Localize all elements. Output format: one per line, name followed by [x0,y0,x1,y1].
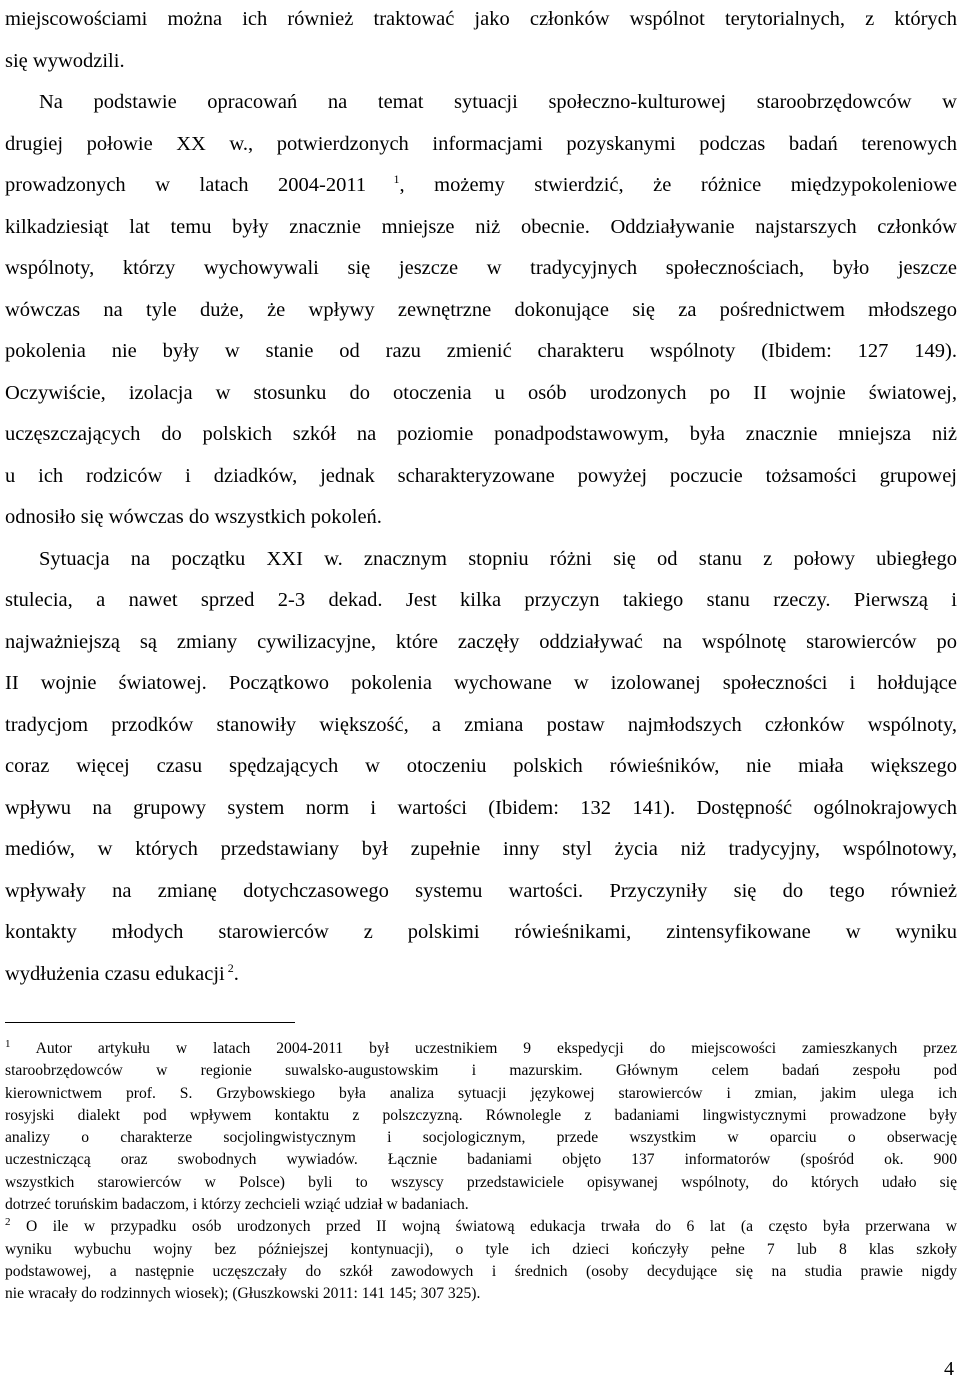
footnote-text: analizy o charakterze socjolingwistycznym i socjologicznym, przede wszystkim w oparciu o obserwację [5,1129,957,1147]
body-line [5,414,957,456]
body-line [5,456,957,498]
footnote-reference: 2 [224,960,234,975]
body-line [5,912,957,954]
footnote-line [5,1283,957,1305]
footnote-reference: 1 [366,172,400,187]
line-text-after: , możemy stwierdzić, że różnice międzypokoleniowe [399,174,957,196]
footnotes [5,1038,957,1306]
footnote-number: 1 [5,1037,11,1050]
footnote-line [5,1194,957,1216]
body-line [5,788,957,830]
line-text: odnosiło się wówczas do wszystkich pokoleń. [5,506,382,528]
line-text-after: . [233,962,239,985]
body-line [5,0,957,41]
footnote-number: 2 [5,1216,11,1229]
footnote-separator [5,1022,295,1023]
footnote-line [5,1083,957,1105]
footnote-text: nie wracały do rodzinnych wiosek); (Głuszkowski 2011: 141 145; 307 325). [5,1285,481,1303]
line-text: coraz więcej czasu spędzających w otoczeniu polskich rówieśników, nie miała większego [5,755,957,777]
body-line [5,248,957,290]
line-text: pokolenia nie były w stanie od razu zmienić charakteru wspólnoty (Ibidem: 127 149). [5,340,957,362]
line-text: kontakty młodych starowierców z polskimi rówieśnikami, zintensyfikowane w wyniku [5,921,957,943]
line-text: wpływały na zmianę dotychczasowego systemu wartości. Przyczyniły się do tego również [5,879,957,902]
line-text: wspólnoty, którzy wychowywali się jeszcze w tradycyjnych społecznościach, było jeszcze [5,257,957,279]
body-line [5,82,957,124]
footnote-text: O ile w przypadku osób urodzonych przed II wojną światową edukacja trwała do 6 lat (a często była przerwana w [10,1218,957,1236]
page-number: 4 [944,1358,954,1380]
body-line [5,290,957,332]
line-text: miejscowościami można ich również traktować jako członków wspólnot terytorialnych, z których [5,8,957,30]
body-line [5,41,957,83]
footnote-line [5,1216,957,1238]
line-text: u ich rodziców i dziadków, jednak scharakteryzowane powyżej poczucie tożsamości grupowej [5,464,957,487]
footnote-text: kierownictwem prof. S. Grzybowskiego była analiza sytuacji językowej starowierców i zmian, jakim ulega ich [5,1084,957,1102]
footnote-line [5,1038,957,1060]
footnote-text: staroobrzędowców w regionie suwalsko-augustowskim i mazurskim. Głównym celem badań zespołu pod [5,1062,957,1080]
body-line [5,124,957,166]
footnote-line [5,1105,957,1127]
footnote-text: wszystkich starowierców w Polsce) byli to wszyscy przedstawiciele opisywanej wspólnoty, do których udało się [5,1173,957,1191]
line-text: Na podstawie opracowań na temat sytuacji społeczno-kulturowej staroobrzędowców w [39,91,957,113]
line-text: najważniejszą są zmiany cywilizacyjne, które zaczęły oddziaływać na wspólnotę starowierców po [5,630,957,653]
line-text: drugiej połowie XX w., potwierdzonych informacjami pozyskanymi podczas badań terenowych [5,132,957,155]
footnote-text: rosyjski dialekt pod wpływem kontaktu z polszczyzną. Równolegle z badaniami lingwistycznymi prowadzone były [5,1106,957,1124]
body-line [5,580,957,622]
body-line [5,497,957,539]
footnote-line [5,1060,957,1082]
footnote-line [5,1261,957,1283]
footnote-text: wyniku wybuchu wojny bez późniejszej kontynuacji), o tyle ich dzieci kończyły pełne 7 lub 8 klas szkoły [5,1240,957,1258]
line-text: II wojnie światowej. Początkowo pokolenia wychowane w izolowanej społeczności i hołdujące [5,672,957,694]
line-text: uczęszczających do polskich szkół na poziomie ponadpodstawowym, była znacznie mniejsza niż [5,423,957,445]
footnote-text: uczestniczącą oraz swobodnych wywiadów. Łącznie badaniami objęto 137 informatorów (spośród ok. 900 [5,1151,957,1169]
line-text: prowadzonych w latach 2004-2011 [5,174,367,196]
footnote-text: dotrzeć toruńskim badaczom, i którzy zechcieli wziąć udział w badaniach. [5,1196,469,1214]
body-line [5,663,957,705]
line-text: kilkadziesiąt lat temu były znacznie mniejsze niż obecnie. Oddziaływanie najstarszych członków [5,215,957,238]
line-text: Oczywiście, izolacja w stosunku do otoczenia u osób urodzonych po II wojnie światowej, [5,381,957,404]
body-line [5,622,957,664]
body-line [5,373,957,415]
footnote-line [5,1239,957,1261]
line-text: wydłużenia czasu edukacji [5,962,225,985]
footnote-line [5,1127,957,1149]
line-text: stulecia, a nawet sprzed 2-3 dekad. Jest kilka przyczyn takiego stanu rzeczy. Pierwszą i [5,589,957,611]
line-text: wówczas na tyle duże, że wpływy zewnętrzne dokonujące się za pośrednictwem młodszego [5,298,957,321]
body-line [5,165,957,207]
line-text: tradycjom przodków stanowiły większość, a zmiana postaw najmłodszych członków wspólnoty, [5,713,957,736]
body-line [5,829,957,871]
line-text: mediów, w których przedstawiany był zupełnie inny styl życia niż tradycyjny, wspólnotowy, [5,838,957,860]
line-text: się wywodzili. [5,49,125,72]
body-line [5,705,957,747]
footnote-text: podstawowej, a następnie uczęszczały do szkół zawodowych i średnich (osoby decydujące się na studia prawie nigdy [5,1262,957,1280]
footnote-text: Autor artykułu w latach 2004-2011 był uczestnikiem 9 ekspedycji do miejscowości zamieszkanych przez [10,1040,957,1057]
body-line [5,954,957,996]
line-text: wpływu na grupowy system norm i wartości (Ibidem: 132 141). Dostępność ogólnokrajowych [5,796,957,819]
body-line [5,746,957,788]
body-text [5,0,957,995]
body-line [5,207,957,249]
body-line [5,871,957,913]
footnote-line [5,1149,957,1171]
line-text: Sytuacja na początku XXI w. znacznym stopniu różni się od stanu z połowy ubiegłego [39,547,957,570]
footnote-line [5,1172,957,1194]
body-line [5,539,957,581]
body-line [5,331,957,373]
